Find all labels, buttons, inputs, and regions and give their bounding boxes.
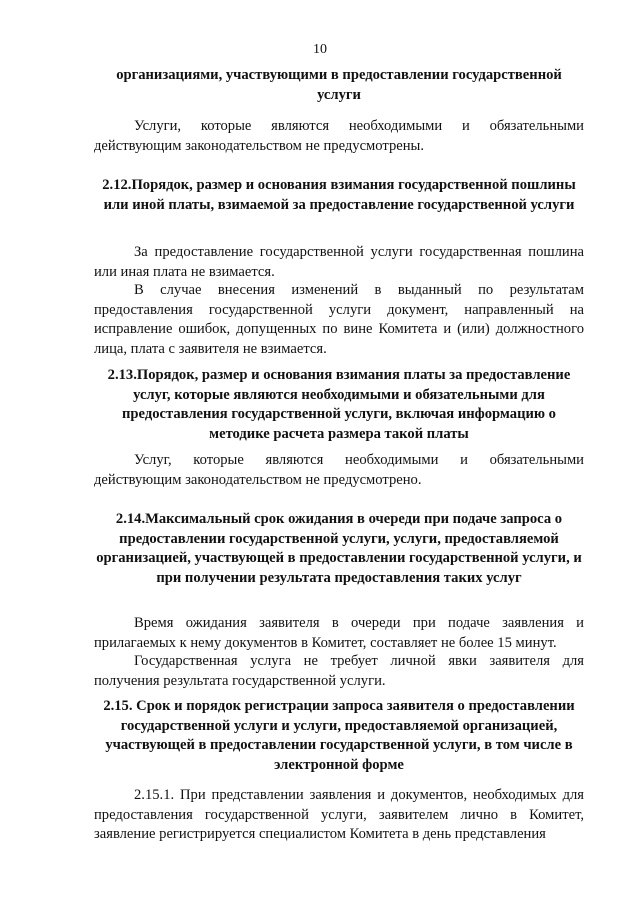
section-heading-2-14: 2.14.Максимальный срок ожидания в очереди при подаче запроса о предоставлении государственной услуги, услуги, предоставляемой организацией, участвующей в предоставлении государственной услуги, и при получении результата предоставления таких услуг bbox=[96, 511, 582, 586]
page-number: 10 bbox=[313, 42, 327, 57]
paragraph: Государственная услуга не требует личной явки заявителя для получения результата государственной услуги. bbox=[94, 653, 584, 689]
section-heading-2-15: 2.15. Срок и порядок регистрации запроса заявителя о предоставлении государственной услуги и услуги, предоставляемой организацией, участвующей в предоставлении государственной услуги, в том числе в электронной форме bbox=[103, 698, 575, 773]
paragraph: Услуг, которые являются необходимыми и обязательными действующим законодательством не предусмотрено. bbox=[94, 452, 584, 488]
section-heading-2-12: 2.12.Порядок, размер и основания взимания государственной пошлины или иной платы, взимаемой за предоставление государственной услуги bbox=[102, 177, 576, 213]
section-heading-continued: организациями, участвующими в предоставлении государственной услуги bbox=[116, 67, 562, 103]
paragraph: За предоставление государственной услуги государственная пошлина или иная плата не взимается. bbox=[94, 244, 584, 280]
paragraph: 2.15.1. При представлении заявления и документов, необходимых для предоставления государственной услуги, заявителем лично в Комитет, заявление регистрируется специалистом Комитета в день представления bbox=[94, 787, 584, 842]
section-heading-2-13: 2.13.Порядок, размер и основания взимания платы за предоставление услуг, которые являются необходимыми и обязательными для предоставления государственной услуги, включая информацию о методике расчета размера такой платы bbox=[107, 367, 571, 442]
paragraph: Время ожидания заявителя в очереди при подаче заявления и прилагаемых к нему документов в Комитет, составляет не более 15 минут. bbox=[94, 615, 584, 651]
paragraph: Услуги, которые являются необходимыми и обязательными действующим законодательством не предусмотрены. bbox=[94, 118, 584, 154]
paragraph: В случае внесения изменений в выданный по результатам предоставления государственной услуги документ, направленный на исправление ошибок, допущенных по вине Комитета и (или) должностного лица, плата с заявителя не взимается. bbox=[94, 282, 584, 357]
